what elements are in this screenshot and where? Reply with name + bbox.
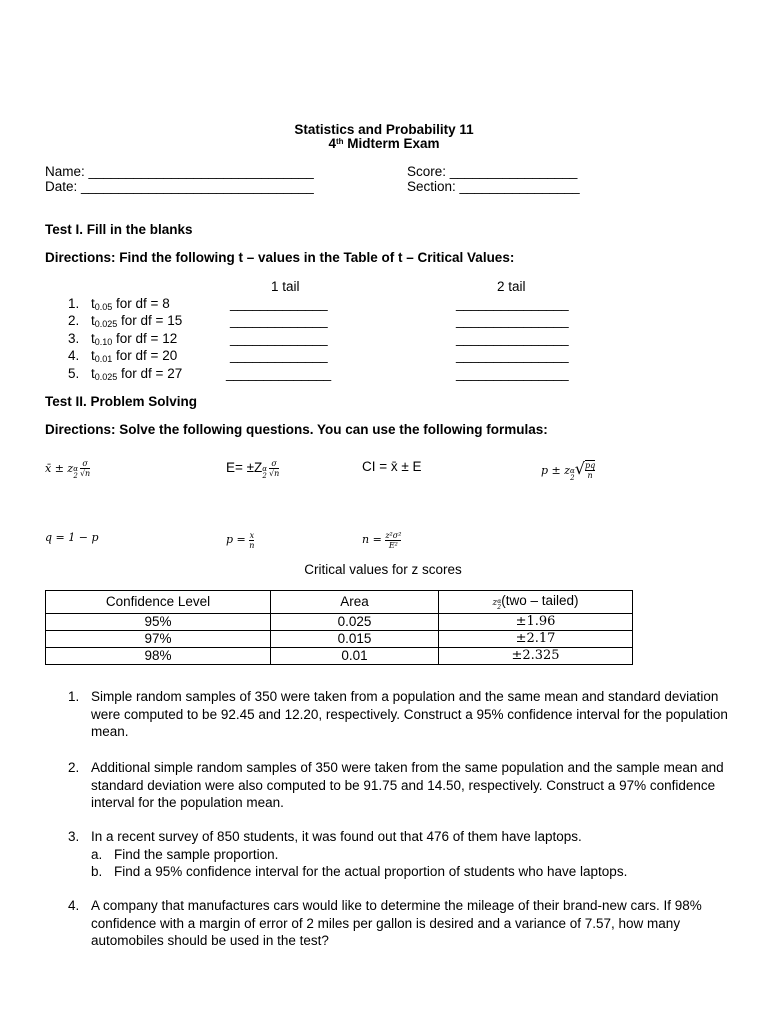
test1-title: Test I. Fill in the blanks (45, 222, 193, 237)
question-text: Additional simple random samples of 350 were taken from the same population and the sample mean and standard deviation were also computed to be 91.75 and 14.50, respectively. Construct a 97% confidence interval for the population mean. (91, 760, 724, 810)
t-item-label: $t_{0.10}$ for df = 12 (91, 331, 178, 347)
formula-mean-ci: x̄ ± zα 2 $\frac{\sigma}{√n}$ (45, 459, 91, 480)
question-number: 1. (68, 689, 80, 704)
test1-directions: Directions: Find the following t – values in the Table of t – Critical Values: (45, 250, 515, 265)
question-number: 4. (68, 898, 80, 913)
ztable-caption: Critical values for z scores (304, 562, 462, 577)
table-header-row (46, 591, 633, 614)
header-confidence: Confidence Level (46, 591, 271, 614)
two-tail-blank[interactable]: _______________ (456, 331, 569, 346)
two-tail-blank[interactable]: _______________ (456, 313, 569, 328)
header-z: zα 2(two – tailed) (439, 591, 633, 614)
table-row (46, 614, 633, 631)
t-item-number: 3. (68, 331, 80, 346)
one-tail-blank[interactable]: _____________ (230, 331, 328, 346)
formula-q: q = 1 − p (45, 531, 99, 544)
t-item-label: $t_{0.025}$ for df = 27 (91, 366, 183, 382)
table-row (46, 631, 633, 648)
t-item-label: $t_{0.05}$ for df = 8 (91, 296, 170, 312)
formula-ci: CI = x̄ ± E (362, 459, 422, 474)
formula-p: p = $\frac{x}{n}$ (226, 531, 255, 550)
t-item-number: 2. (68, 313, 80, 328)
two-tail-blank[interactable]: _______________ (456, 366, 569, 381)
col-1-tail: 1 tail (271, 279, 300, 294)
sub-question-letter: a. (91, 846, 103, 862)
one-tail-blank[interactable]: _____________ (230, 313, 328, 328)
question-text: In a recent survey of 850 students, it was found out that 476 of them have laptops. (91, 829, 582, 844)
exam-subtitle: 4th Midterm Exam (328, 136, 440, 151)
t-item-number: 1. (68, 296, 80, 311)
section-field[interactable]: Section: ________________ (407, 179, 580, 194)
sub-question-text: Find a 95% confidence interval for the actual proportion of students who have laptops. (114, 864, 628, 879)
area-cell: 0.01 (271, 648, 439, 665)
question-text: A company that manufactures cars would like to determine the mileage of their brand-new cars. If 98% confidence with a margin of error of 2 miles per gallon is desired and a variance of 7.57, how many automobiles should be used in the test? (91, 898, 702, 948)
z-critical-table (45, 590, 633, 665)
two-tail-blank[interactable]: _______________ (456, 348, 569, 363)
question-number: 3. (68, 829, 80, 844)
exam-title: Statistics and Probability 11 (294, 122, 474, 137)
sub-question-letter: b. (91, 864, 103, 879)
confidence-cell: 95% (46, 614, 271, 631)
z-cell: ±1.96 (439, 614, 633, 631)
question-number: 2. (68, 760, 80, 775)
z-cell: ±2.325 (439, 648, 633, 665)
name-field[interactable]: Name: ______________________________ (45, 164, 314, 179)
one-tail-blank[interactable]: _____________ (230, 348, 328, 363)
one-tail-blank[interactable]: ______________ (226, 366, 332, 381)
formula-error: E= ±Zα 2 $\frac{\sigma}{√n}$ (226, 459, 280, 480)
t-item-number: 4. (68, 348, 80, 363)
area-cell: 0.015 (271, 631, 439, 648)
test2-directions: Directions: Solve the following questions. You can use the following formulas: (45, 422, 548, 437)
two-tail-blank[interactable]: _______________ (456, 296, 569, 311)
score-field[interactable]: Score: _________________ (407, 164, 578, 179)
confidence-cell: 97% (46, 631, 271, 648)
formula-n: n = $\frac{\text{z²σ²}}{\text{E²}}$ (362, 531, 402, 550)
header-area: Area (271, 591, 439, 614)
col-2-tail: 2 tail (497, 279, 526, 294)
one-tail-blank[interactable]: _____________ (230, 296, 328, 311)
date-field[interactable]: Date: _______________________________ (45, 179, 314, 194)
test2-title: Test II. Problem Solving (45, 394, 198, 409)
sub-question-text: Find the sample proportion. (114, 846, 279, 862)
t-item-label: $t_{0.025}$ for df = 15 (91, 313, 183, 329)
z-cell: ±2.17 (439, 631, 633, 648)
t-item-number: 5. (68, 366, 80, 381)
confidence-cell: 98% (46, 648, 271, 665)
t-item-label: $t_{0.01}$ for df = 20 (91, 348, 178, 364)
formula-proportion-ci: p ± zα 2√ $\frac{pq}{n}$ (541, 459, 596, 482)
question-text: Simple random samples of 350 were taken from a population and the same mean and standard deviation were computed to be 92.45 and 12.20, respectively. Construct a 95% confidence interval for the population mean. (91, 689, 728, 739)
table-row (46, 648, 633, 665)
area-cell: 0.025 (271, 614, 439, 631)
